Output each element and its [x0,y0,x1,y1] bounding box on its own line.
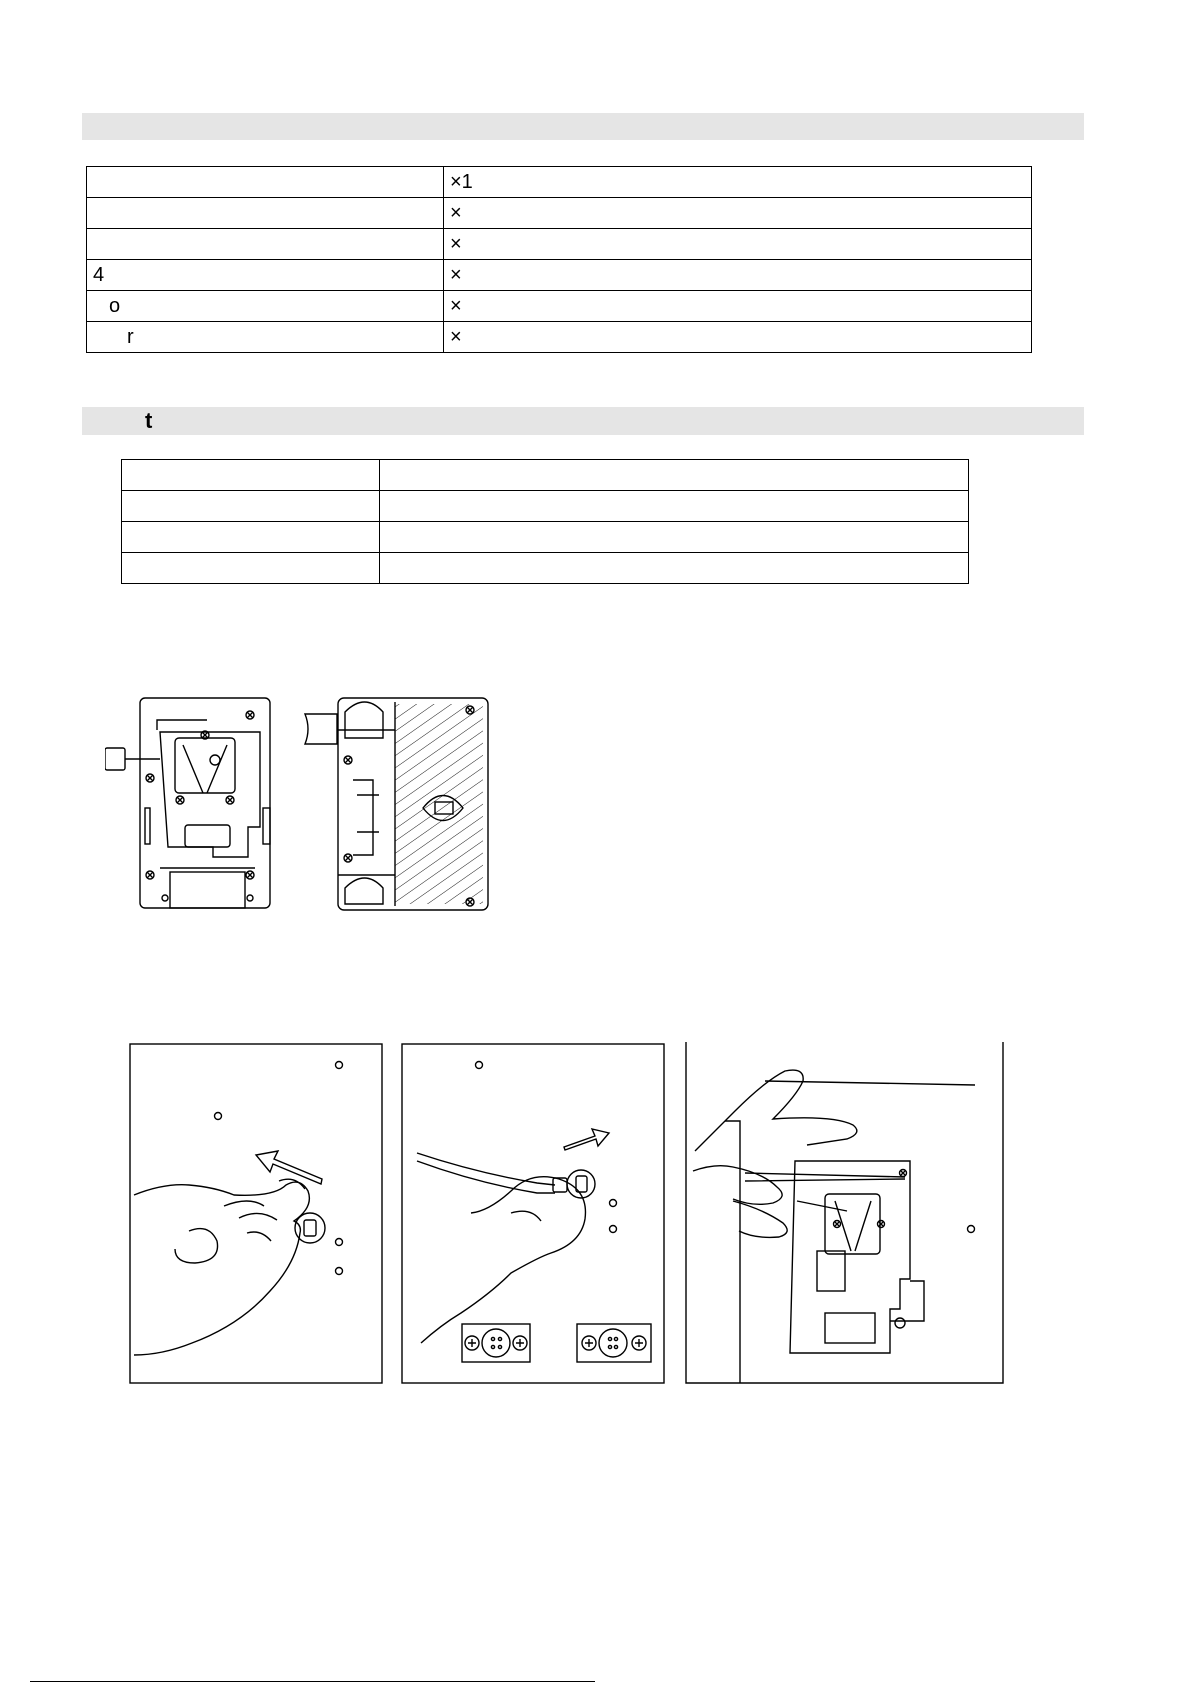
table-row [87,260,1032,291]
table-row [87,167,1032,198]
table-row [122,522,969,553]
table-row [87,229,1032,260]
accessory-name: o [87,291,444,322]
accessory-name [87,229,444,260]
spec-label [122,491,380,522]
accessory-qty: × [444,198,1032,229]
accessory-name [87,167,444,198]
footer-rule [30,1681,595,1682]
table-row [122,553,969,584]
plug-cable-icon [417,1062,617,1344]
step3-frame [686,1042,1003,1383]
spec-label [122,553,380,584]
step2-figure [401,1043,665,1385]
accessory-qty: × [444,291,1032,322]
spec-value [380,460,969,491]
accessory-name: 4 [87,260,444,291]
spec-value [380,522,969,553]
step1-figure [129,1043,384,1385]
battery-plate-front-icon [105,698,270,908]
xlr-connector-left-icon [462,1324,530,1362]
spec-value [380,491,969,522]
xlr-connector-right-icon [577,1324,651,1362]
battery-plate-rear-icon [305,698,488,910]
accessory-name [87,198,444,229]
section-band-accessories [82,113,1084,140]
table-row [122,491,969,522]
accessories-table [86,166,1032,353]
step3-figure [685,1041,1005,1385]
spec-value [380,553,969,584]
accessory-name: r [87,322,444,353]
table-row [87,322,1032,353]
insert-connector-icon [134,1062,343,1356]
accessory-qty: × [444,322,1032,353]
accessory-qty: × [444,229,1032,260]
table-row [87,198,1032,229]
screw-plate-icon [693,1070,975,1383]
table-row [87,291,1032,322]
accessory-qty: ×1 [444,167,1032,198]
spec-label [122,460,380,491]
section-title: t [145,408,153,433]
table-row [122,460,969,491]
accessory-qty: × [444,260,1032,291]
section-band-specs [82,407,1084,435]
specs-table [121,459,969,584]
product-views-figure [105,690,495,920]
spec-label [122,522,380,553]
